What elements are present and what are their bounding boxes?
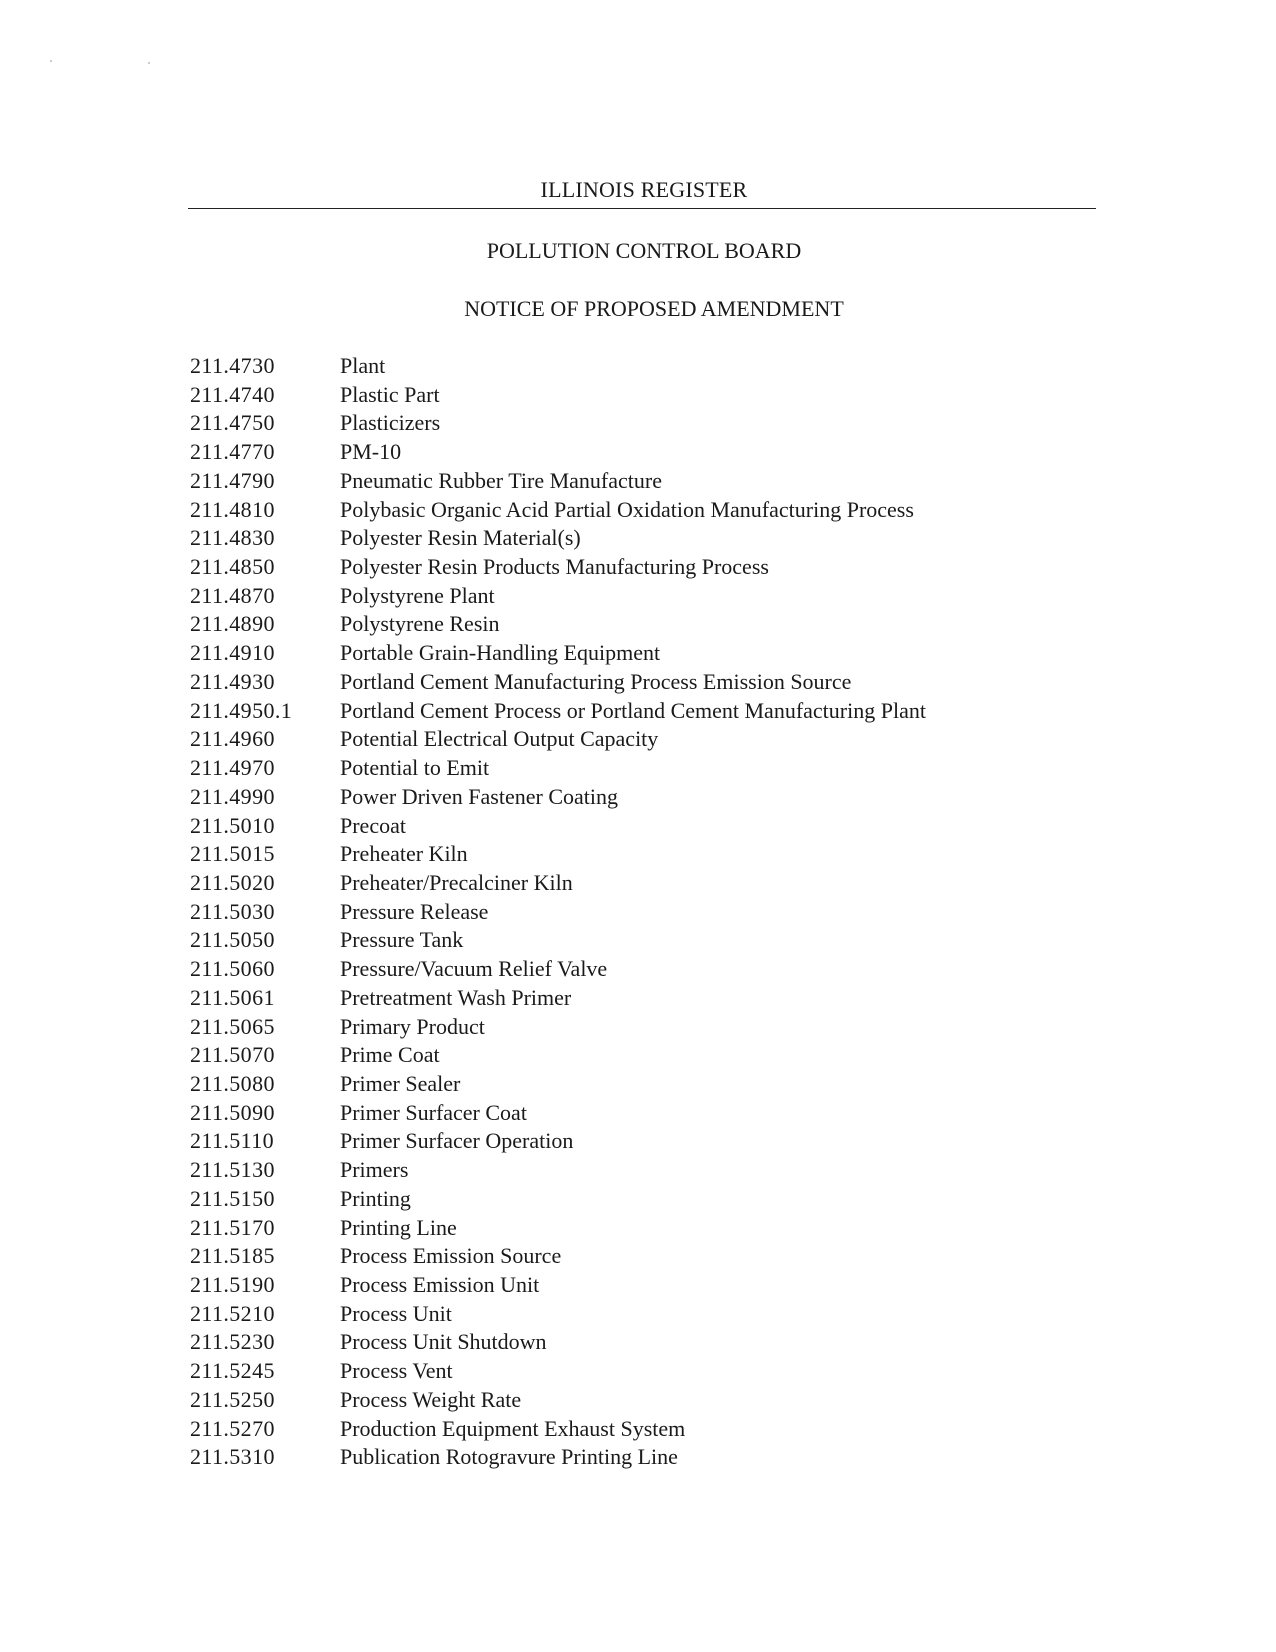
section-row [190,754,1150,783]
section-number: 211.5110 [190,1128,275,1154]
section-number: 211.5065 [190,1013,275,1039]
section-row [190,725,1150,754]
section-row [190,496,1150,525]
section-term: Pressure Tank [340,927,464,953]
section-row [190,668,1150,697]
section-row [190,1185,1150,1214]
section-row [190,1013,1150,1042]
section-term: Process Weight Rate [340,1386,522,1412]
section-number: 211.5061 [190,984,275,1010]
section-term: Production Equipment Exhaust System [340,1415,686,1441]
section-term: Preheater Kiln [340,841,468,867]
notice-title: NOTICE OF PROPOSED AMENDMENT [464,296,844,321]
register-title: ILLINOIS REGISTER [540,177,748,202]
section-row [190,409,1150,438]
section-row [190,582,1150,611]
section-row [190,1099,1150,1128]
section-term: Primer Sealer [340,1070,461,1096]
section-number: 211.5210 [190,1300,275,1326]
section-term: Polyester Resin Products Manufacturing Process [340,554,769,580]
section-term: Plastic Part [340,381,440,407]
section-term: Process Emission Unit [340,1272,540,1297]
section-number: 211.5070 [190,1042,275,1068]
section-list [190,352,1150,1472]
section-term: Publication Rotogravure Printing Line [340,1444,678,1470]
section-number: 211.4990 [190,783,275,809]
section-row [190,926,1150,955]
section-row [190,984,1150,1013]
section-number: 211.5150 [190,1185,275,1211]
section-row [190,639,1150,668]
section-term: Process Vent [340,1358,453,1384]
section-term: Power Driven Fastener Coating [340,783,618,809]
section-term: Polystyrene Resin [340,611,500,637]
section-number: 211.4930 [190,668,275,694]
section-number: 211.4770 [190,439,275,465]
section-number: 211.5010 [190,812,275,838]
section-term: Polystyrene Plant [340,582,495,608]
section-row [190,1214,1150,1243]
section-row [190,553,1150,582]
section-row [190,812,1150,841]
section-number: 211.5230 [190,1329,275,1355]
section-number: 211.5060 [190,956,275,982]
section-term: Printing Line [340,1214,457,1240]
section-term: PM-10 [340,439,402,465]
section-number: 211.5190 [190,1272,275,1297]
section-row [190,524,1150,553]
section-term: Primer Surfacer Operation [340,1128,574,1154]
header-rule [188,208,1096,209]
section-row [190,467,1150,496]
section-term: Polyester Resin Material(s) [340,525,581,551]
section-number: 211.4810 [190,496,275,522]
section-number: 211.5050 [190,927,275,953]
section-term: Portland Cement Manufacturing Process Emission Source [340,668,852,694]
section-number: 211.4960 [190,726,275,752]
section-row [190,381,1150,410]
section-term: Primer Surfacer Coat [340,1099,527,1125]
section-number: 211.5130 [190,1157,275,1183]
section-row [190,697,1150,726]
section-term: Potential Electrical Output Capacity [340,726,659,752]
section-row [190,1328,1150,1357]
section-row [190,955,1150,984]
section-row [190,352,1150,381]
section-term: Prime Coat [340,1042,440,1068]
section-number: 211.4950.1 [190,697,293,723]
section-row [190,438,1150,467]
section-row [190,1156,1150,1185]
section-row [190,1386,1150,1415]
section-row [190,1443,1150,1472]
section-term: Potential to Emit [340,755,490,781]
section-row [190,1357,1150,1386]
section-number: 211.4750 [190,410,275,436]
section-number: 211.5270 [190,1415,275,1441]
section-row [190,610,1150,639]
section-row [190,1300,1150,1329]
section-row [190,1070,1150,1099]
section-row [190,1415,1150,1444]
section-number: 211.4970 [190,755,275,781]
section-number: 211.5080 [190,1070,275,1096]
section-term: Pressure Release [340,898,489,924]
section-row [190,869,1150,898]
section-row [190,1242,1150,1271]
section-term: Process Unit [340,1300,452,1326]
section-term: Portland Cement Process or Portland Cement Manufacturing Plant [340,697,926,723]
section-number: 211.5090 [190,1099,275,1125]
section-term: Pretreatment Wash Primer [340,984,572,1010]
section-number: 211.4870 [190,582,275,608]
section-term: Primers [340,1157,409,1183]
section-term: Process Unit Shutdown [340,1329,547,1355]
section-number: 211.5030 [190,898,275,924]
section-row [190,1041,1150,1070]
section-number: 211.5310 [190,1444,275,1470]
board-title: POLLUTION CONTROL BOARD [486,238,802,263]
section-term: Preheater/Precalciner Kiln [340,869,573,895]
section-term: Primary Product [340,1013,485,1039]
section-number: 211.5185 [190,1243,275,1269]
section-term: Process Emission Source [340,1243,562,1269]
section-number: 211.4850 [190,554,275,580]
section-term: Pneumatic Rubber Tire Manufacture [340,467,662,493]
scan-speck [148,62,150,64]
section-term: Plant [340,353,386,378]
section-number: 211.4910 [190,640,275,666]
section-number: 211.5020 [190,869,275,895]
section-term: Precoat [340,812,406,838]
section-term: Printing [340,1185,411,1211]
section-number: 211.5170 [190,1214,275,1240]
section-row [190,783,1150,812]
section-number: 211.4730 [190,353,275,378]
scan-speck [50,60,52,62]
section-number: 211.4890 [190,611,275,637]
section-row [190,840,1150,869]
section-term: Pressure/Vacuum Relief Valve [340,956,608,982]
section-number: 211.5250 [190,1386,275,1412]
section-number: 211.4790 [190,467,275,493]
section-number: 211.4740 [190,381,275,407]
section-number: 211.4830 [190,525,275,551]
section-number: 211.5015 [190,841,275,867]
section-term: Plasticizers [340,410,441,436]
section-number: 211.5245 [190,1358,275,1384]
section-row [190,898,1150,927]
section-term: Portable Grain-Handling Equipment [340,640,661,666]
section-row [190,1127,1150,1156]
section-row [190,1271,1150,1300]
section-term: Polybasic Organic Acid Partial Oxidation Manufacturing Process [340,496,914,522]
